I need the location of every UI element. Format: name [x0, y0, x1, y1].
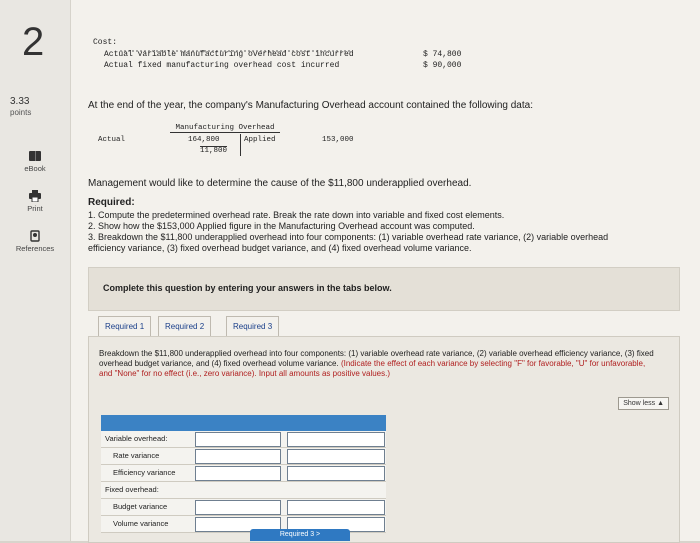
tab-required-2[interactable]: Required 2	[158, 316, 211, 337]
table-row	[101, 499, 386, 516]
row-label: Fixed overhead:	[105, 485, 159, 494]
required-item-2: 2. Show how the $153,000 Applied figure in the Manufacturing Overhead account was computed.	[88, 221, 475, 231]
cost-amount-variable: $ 74,800	[423, 50, 462, 59]
variance-table-header	[101, 415, 386, 431]
question-number: 2	[22, 20, 45, 64]
table-row	[101, 465, 386, 482]
required-heading: Required:	[88, 197, 135, 208]
question-content	[80, 0, 690, 541]
t-account-title: Manufacturing Overhead	[170, 124, 280, 133]
required-item-3-continued: efficiency variance, (3) fixed overhead budget variance, and (4) fixed overhead volume variance.	[88, 243, 472, 253]
rate-variance-amount-input[interactable]	[195, 449, 281, 464]
variance-table	[101, 415, 386, 533]
row-label: Variable overhead:	[105, 434, 168, 443]
references-button[interactable]	[0, 230, 70, 253]
instructions-main: Breakdown the $11,800 underapplied overhead into four components: (1) variable overhead rate variance, (2) variable overhead efficiency variance, (3) fixed overhead budget variance, and (4) fixed overhead volume variance.	[99, 349, 654, 368]
intro-text: At the end of the year, the company's Manufacturing Overhead account contained the following data:	[88, 100, 533, 111]
printer-icon	[28, 190, 42, 202]
print-button[interactable]	[0, 190, 70, 213]
print-label: Print	[27, 204, 43, 213]
t-account-debit-amount: 164,800	[188, 136, 220, 144]
references-icon	[28, 230, 42, 242]
cost-section	[80, 24, 480, 78]
complete-instruction-box	[88, 267, 680, 311]
row-label: Efficiency variance	[113, 468, 176, 477]
required-item-3: 3. Breakdown the $11,800 underapplied overhead into four components: (1) variable overhead rate variance, (2) variable overhead	[88, 232, 609, 242]
management-text: Management would like to determine the cause of the $11,800 underapplied overhead.	[88, 178, 472, 189]
required-item-1: 1. Compute the predetermined overhead rate. Break the rate down into variable and fixed cost elements.	[88, 210, 505, 220]
book-icon	[28, 150, 42, 162]
points-label: points	[10, 108, 32, 117]
table-row	[101, 482, 386, 499]
tab-required-3[interactable]: Required 3	[226, 316, 279, 337]
row-label: Budget variance	[113, 502, 168, 511]
row-label: Volume variance	[113, 519, 169, 528]
next-tab-button[interactable]: Required 3 >	[250, 529, 350, 541]
t-account-balance: 11,800	[200, 147, 228, 155]
cell-input[interactable]	[287, 432, 385, 447]
points-value: 3.33	[10, 96, 30, 107]
cost-heading: Cost:	[93, 38, 118, 47]
efficiency-variance-effect-select[interactable]	[287, 466, 385, 481]
rate-variance-effect-select[interactable]	[287, 449, 385, 464]
budget-variance-amount-input[interactable]	[195, 500, 281, 515]
cost-amount-fixed: $ 90,000	[423, 61, 462, 70]
variance-instructions	[99, 349, 654, 379]
t-account-credit-amount: 153,000	[322, 136, 354, 144]
ebook-label: eBook	[24, 164, 46, 173]
instructions-note: (Indicate the effect of each variance by selecting "F" for favorable, "U" for unfavorable, and "None" for no effect (i.e., zero variance). Input all amounts as positive values.)	[99, 359, 646, 378]
show-less-button[interactable]: Show less ▲	[618, 397, 669, 410]
tab-bar	[88, 316, 678, 336]
budget-variance-effect-select[interactable]	[287, 500, 385, 515]
sidebar	[0, 0, 71, 541]
complete-instruction: Complete this question by entering your answers in the tabs below.	[103, 283, 392, 293]
references-label: References	[15, 244, 55, 253]
table-row	[101, 448, 386, 465]
t-account-credit-label: Applied	[244, 136, 276, 144]
t-account	[92, 122, 360, 158]
tab-required-1[interactable]: Required 1	[98, 316, 151, 337]
t-account-debit-label: Actual	[98, 136, 126, 144]
cost-line-fixed: Actual fixed manufacturing overhead cost incurred	[104, 61, 340, 70]
cell-input[interactable]	[195, 432, 281, 447]
row-label: Rate variance	[113, 451, 160, 460]
efficiency-variance-amount-input[interactable]	[195, 466, 281, 481]
tab-content	[88, 336, 680, 543]
table-row	[101, 431, 386, 448]
t-account-divider	[240, 134, 241, 156]
cost-line-variable: Actual variable manufacturing overhead cost incurred	[104, 50, 354, 59]
ebook-button[interactable]	[0, 150, 70, 173]
